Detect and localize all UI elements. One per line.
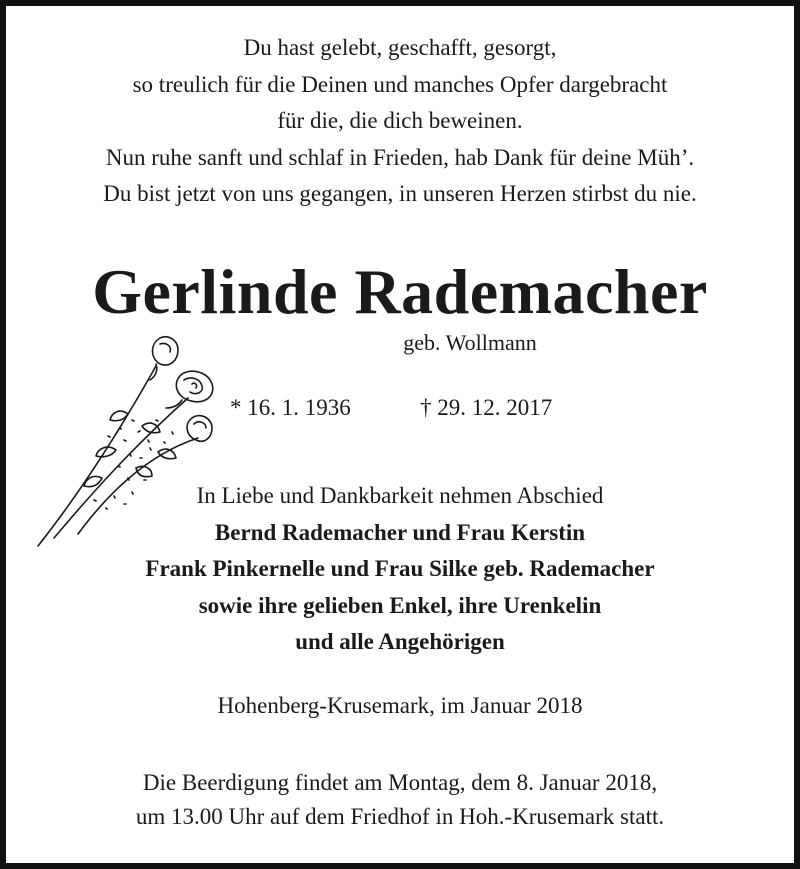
mourners-intro: In Liebe und Dankbarkeit nehmen Abschied: [196, 483, 604, 508]
mourner-name: Frank Pinkernelle und Frau Silke geb. Rademacher: [145, 556, 655, 581]
maiden-name-text: geb. Wollmann: [403, 330, 537, 355]
funeral-line: um 13.00 Uhr auf dem Friedhof in Hoh.-Krusemark statt.: [135, 804, 665, 829]
funeral-info: [6, 766, 794, 834]
deceased-name: Gerlinde Rademacher: [92, 256, 708, 327]
poem-line: so treulich für die Deinen und manches Opfer dargebracht: [132, 71, 668, 97]
mourners-block: [6, 478, 794, 661]
place-date: Hohenberg-Krusemark, im Januar 2018: [217, 693, 583, 718]
funeral-line: Die Beerdigung findet am Montag, dem 8. Januar 2018,: [142, 770, 658, 795]
poem-line: Nun ruhe sanft und schlaf in Frieden, hab Dank für deine Müh’.: [105, 144, 695, 170]
death-date: † 29. 12. 2017: [420, 395, 553, 420]
mourner-name: und alle Angehörigen: [295, 629, 505, 654]
poem: [6, 30, 794, 213]
poem-line: Du bist jetzt von uns gegangen, in unseren Herzen stirbst du nie.: [103, 181, 697, 206]
poem-line: Du hast gelebt, geschafft, gesorgt,: [243, 35, 557, 60]
mourner-name: sowie ihre gelieben Enkel, ihre Urenkelin: [198, 592, 602, 618]
poem-line: für die, die dich beweinen.: [277, 108, 523, 133]
birth-date: * 16. 1. 1936: [230, 395, 351, 420]
mourner-name: Bernd Rademacher und Frau Kerstin: [214, 519, 586, 545]
